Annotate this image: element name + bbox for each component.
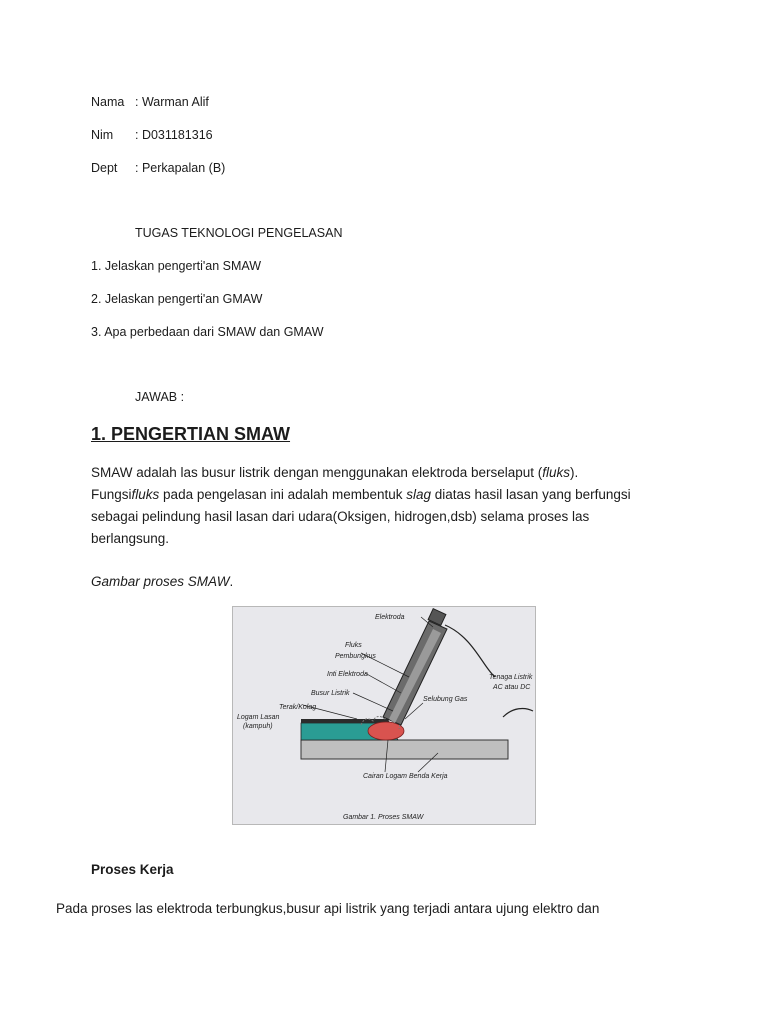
smaw-figure bbox=[232, 606, 536, 825]
label-tenaga-listrik: Tenaga Listrik bbox=[489, 674, 533, 681]
paragraph-line-1: SMAW adalah las busur listrik dengan menggunakan elektroda berselaput (fluks). bbox=[91, 465, 579, 480]
label-pembungkus: Pembungkus bbox=[335, 653, 376, 660]
label-fluks: Fluks bbox=[345, 642, 362, 649]
electrode-core bbox=[389, 629, 441, 723]
label-selubung-gas: Selubung Gas bbox=[423, 696, 468, 703]
task-title: TUGAS TEKNOLOGI PENGELASAN bbox=[135, 226, 343, 240]
paragraph-line-2: Fungsifluks pada pengelasan ini adalah membentuk slag diatas hasil lasan yang berfungsi bbox=[91, 487, 631, 502]
dept-value: : Perkapalan (B) bbox=[135, 161, 226, 175]
nim-value: : D031181316 bbox=[135, 128, 213, 142]
workpiece bbox=[301, 740, 508, 759]
proses-kerja-title: Proses Kerja bbox=[91, 862, 174, 877]
fluks-term: fluks bbox=[542, 465, 571, 480]
ground-cable bbox=[503, 709, 533, 717]
question-3: 3. Apa perbedaan dari SMAW dan GMAW bbox=[91, 325, 324, 339]
question-1: 1. Jelaskan pengerti'an SMAW bbox=[91, 259, 262, 273]
label-inti-elektroda: Inti Elektroda bbox=[327, 671, 368, 678]
smaw-paragraph bbox=[91, 462, 631, 550]
answer-label: JAWAB : bbox=[135, 390, 185, 404]
label-logam-lasan: Logam Lasan bbox=[237, 714, 280, 721]
power-cable bbox=[445, 625, 495, 677]
section-heading: 1. PENGERTIAN SMAW bbox=[91, 424, 291, 444]
question-2: 2. Jelaskan pengerti'an GMAW bbox=[91, 292, 263, 306]
nama-value: : Warman Alif bbox=[135, 95, 209, 109]
label-terak-kolag: Terak/Kolag bbox=[279, 704, 317, 711]
figure-caption-above: Gambar proses SMAW. bbox=[91, 574, 234, 589]
label-busur-listrik: Busur Listrik bbox=[311, 690, 350, 697]
weld-pool bbox=[368, 722, 404, 740]
label-kampuh: (kampuh) bbox=[243, 723, 273, 730]
paragraph-line-4: berlangsung. bbox=[91, 531, 170, 546]
nim-label: Nim bbox=[91, 128, 114, 142]
smaw-diagram bbox=[233, 607, 535, 824]
slag-layer bbox=[301, 719, 390, 723]
nama-label: Nama bbox=[91, 95, 125, 109]
dept-label: Dept bbox=[91, 161, 118, 175]
fluks-term: fluks bbox=[131, 487, 160, 502]
paragraph-line-3: sebagai pelindung hasil lasan dari udara(Oksigen, hidrogen,dsb) selama proses las bbox=[91, 509, 590, 524]
label-benda-kerja: Benda Kerja bbox=[409, 773, 448, 780]
label-cairan-logam: Cairan Logam bbox=[363, 773, 407, 780]
label-elektroda: Elektroda bbox=[375, 614, 405, 621]
label-ac-dc: AC atau DC bbox=[493, 684, 531, 691]
proses-kerja-text: Pada proses las elektroda terbungkus,busur api listrik yang terjadi antara ujung elektro dan bbox=[56, 901, 600, 916]
figure-inner-caption: Gambar 1. Proses SMAW bbox=[343, 814, 424, 821]
slag-term: slag bbox=[406, 487, 431, 502]
